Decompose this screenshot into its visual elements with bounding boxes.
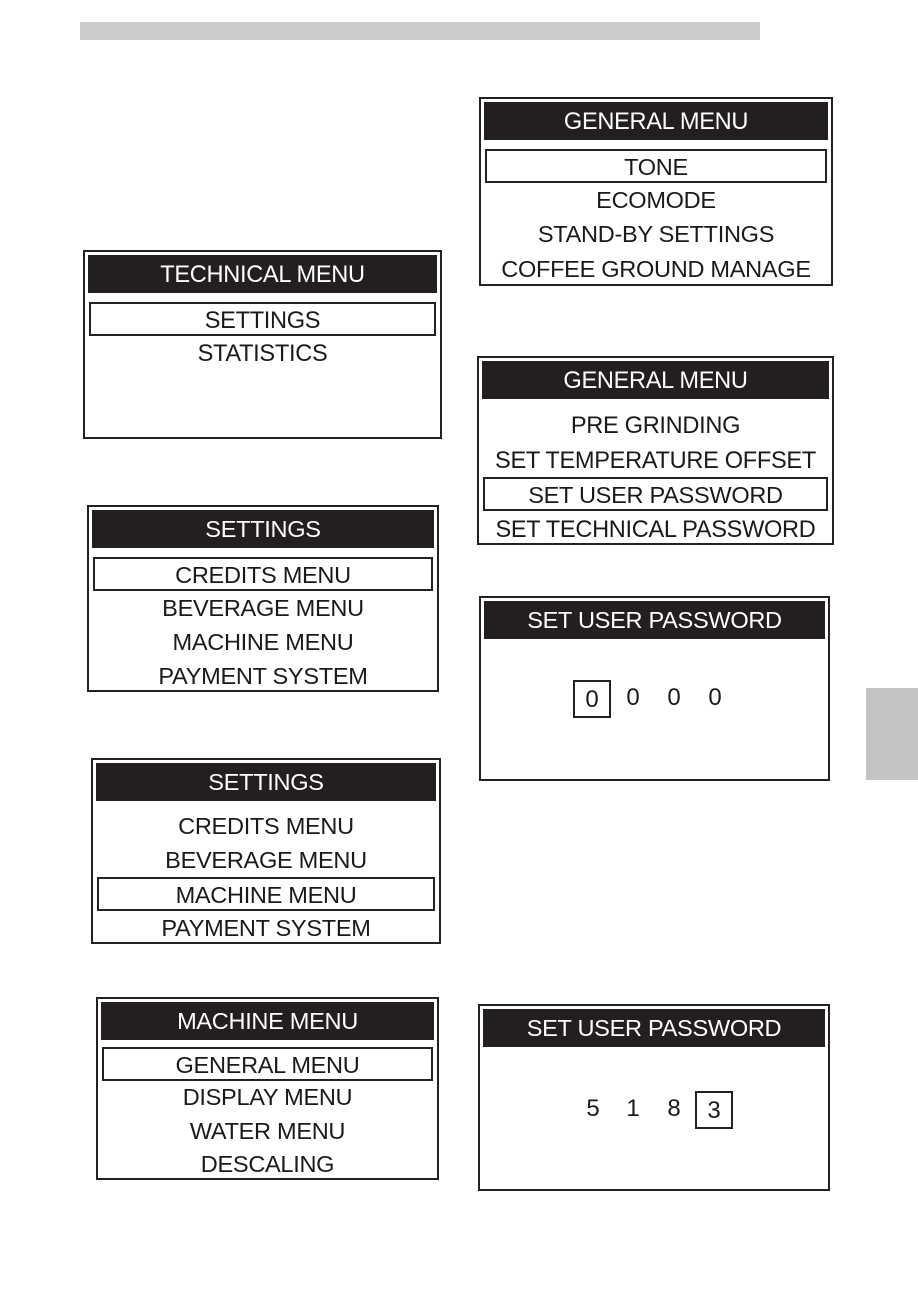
menu-item-machine-menu[interactable]: MACHINE MENU xyxy=(172,629,354,655)
section-tab xyxy=(866,688,918,780)
header-bar xyxy=(80,22,760,40)
settings-screen-2 xyxy=(91,758,441,944)
menu-item-payment-system[interactable]: PAYMENT SYSTEM xyxy=(161,915,371,941)
password-digit[interactable]: 0 xyxy=(626,684,640,711)
general-menu-screen-2 xyxy=(477,356,834,545)
menu-item-ecomode[interactable]: ECOMODE xyxy=(596,187,716,213)
set-user-password-screen-1 xyxy=(479,596,830,781)
password-digit[interactable]: 0 xyxy=(667,684,681,711)
machine-menu-screen xyxy=(96,997,439,1180)
password-digit[interactable]: 1 xyxy=(626,1095,640,1122)
screen-title: SETTINGS xyxy=(96,763,436,801)
screen-title: SETTINGS xyxy=(92,510,434,548)
password-digits xyxy=(481,680,828,718)
screen-title: GENERAL MENU xyxy=(484,102,828,140)
menu-item-credits-menu[interactable]: CREDITS MENU xyxy=(93,557,433,591)
password-digit[interactable]: 0 xyxy=(573,680,611,718)
menu-item-display-menu[interactable]: DISPLAY MENU xyxy=(182,1084,353,1110)
menu-item-set-user-password[interactable]: SET USER PASSWORD xyxy=(483,477,828,511)
screen-title: SET USER PASSWORD xyxy=(483,1009,825,1047)
menu-item-general-menu[interactable]: GENERAL MENU xyxy=(102,1047,433,1081)
password-digits xyxy=(480,1091,828,1129)
menu-item-water-menu[interactable]: WATER MENU xyxy=(189,1118,346,1144)
general-menu-screen-1 xyxy=(479,97,833,286)
menu-item-tone[interactable]: TONE xyxy=(485,149,827,183)
menu-item-beverage-menu[interactable]: BEVERAGE MENU xyxy=(165,847,367,873)
screen-title: MACHINE MENU xyxy=(101,1002,434,1040)
screen-title: GENERAL MENU xyxy=(482,361,829,399)
screen-title: TECHNICAL MENU xyxy=(88,255,437,293)
set-user-password-screen-2 xyxy=(478,1004,830,1191)
menu-item-beverage-menu[interactable]: BEVERAGE MENU xyxy=(162,595,364,621)
menu-item-set-temperature-offset[interactable]: SET TEMPERATURE OFFSET xyxy=(495,447,816,473)
menu-item-stand-by-settings[interactable]: STAND-BY SETTINGS xyxy=(537,221,775,247)
menu-item-descaling[interactable]: DESCALING xyxy=(200,1151,335,1177)
menu-item-statistics[interactable]: STATISTICS xyxy=(197,340,328,366)
menu-item-coffee-ground-manage[interactable]: COFFEE GROUND MANAGE xyxy=(501,256,811,282)
technical-menu-screen xyxy=(83,250,442,439)
menu-item-credits-menu[interactable]: CREDITS MENU xyxy=(178,813,354,839)
password-digit[interactable]: 8 xyxy=(667,1095,681,1122)
settings-screen-1 xyxy=(87,505,439,692)
password-digit[interactable]: 3 xyxy=(695,1091,733,1129)
password-digit[interactable]: 5 xyxy=(586,1095,600,1122)
screen-title: SET USER PASSWORD xyxy=(484,601,825,639)
menu-item-settings[interactable]: SETTINGS xyxy=(89,302,436,336)
menu-item-set-technical-password[interactable]: SET TECHNICAL PASSWORD xyxy=(495,516,816,542)
menu-item-machine-menu[interactable]: MACHINE MENU xyxy=(97,877,435,911)
menu-item-payment-system[interactable]: PAYMENT SYSTEM xyxy=(158,663,368,689)
password-digit[interactable]: 0 xyxy=(708,684,722,711)
menu-item-pre-grinding[interactable]: PRE GRINDING xyxy=(570,412,741,438)
